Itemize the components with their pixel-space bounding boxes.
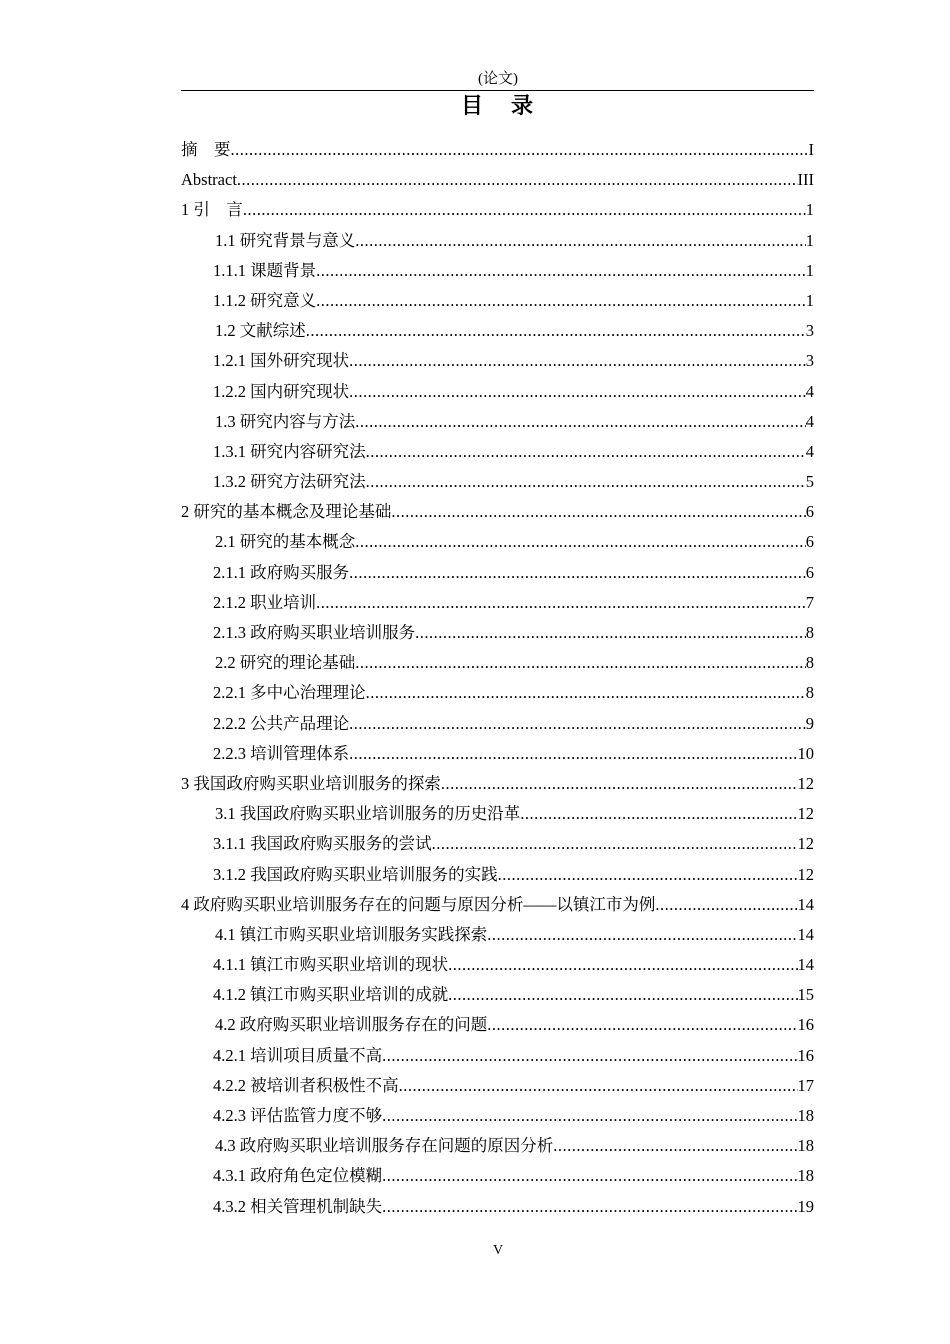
toc-dot-leader [366, 467, 806, 497]
toc-entry[interactable] [181, 527, 814, 557]
toc-entry-page: 1 [805, 290, 814, 310]
toc-entry[interactable] [181, 1161, 814, 1191]
toc-entry-page: I [808, 140, 814, 159]
toc-entry-label: 4.1 镇江市购买职业培训服务实践探索 [215, 924, 488, 944]
toc-entry-page: 4 [805, 411, 814, 431]
toc-entry-page: 8 [805, 653, 814, 673]
toc-dot-leader [655, 890, 797, 920]
toc-entry-label: 1.3.1 研究内容研究法 [213, 441, 366, 461]
toc-dot-leader [306, 316, 806, 346]
toc-entry-page: 12 [797, 804, 814, 824]
toc-dot-leader [366, 437, 806, 467]
toc-entry[interactable] [181, 678, 814, 708]
toc-entry[interactable] [181, 1131, 814, 1161]
toc-entry-page: 16 [797, 1045, 814, 1065]
toc-dot-leader [448, 980, 797, 1010]
toc-entry-page: 3 [805, 321, 814, 341]
toc-entry-label: 4.2.1 培训项目质量不高 [213, 1045, 383, 1065]
toc-entry-label: 3.1 我国政府购买职业培训服务的历史沿革 [215, 804, 521, 824]
toc-entry-label: 3.1.2 我国政府购买职业培训服务的实践 [213, 864, 498, 884]
toc-dot-leader [487, 920, 797, 950]
toc-entry[interactable] [181, 346, 814, 376]
page-number: V [492, 1243, 504, 1258]
toc-title-left: 目 [460, 94, 485, 119]
toc-entry-label: 1.3.2 研究方法研究法 [213, 472, 366, 492]
toc-entry-label: 2.2 研究的理论基础 [215, 653, 356, 673]
toc-entry[interactable] [181, 497, 814, 527]
toc-dot-leader [382, 1161, 797, 1191]
toc-dot-leader [355, 648, 806, 678]
toc-entry-page: 7 [805, 592, 814, 612]
toc-dot-leader [237, 165, 798, 195]
toc-entry[interactable] [181, 286, 814, 316]
toc-entry-label: 3.1.1 我国政府购买服务的尝试 [213, 834, 432, 854]
toc-entry-label: 4.2 政府购买职业培训服务存在的问题 [215, 1015, 488, 1035]
toc-entry-label: 1.3 研究内容与方法 [215, 411, 356, 431]
toc-dot-leader [316, 256, 806, 286]
toc-entry-label: 1 引 言 [181, 200, 243, 220]
toc-entry[interactable] [181, 437, 814, 467]
toc-entry[interactable] [181, 256, 814, 286]
toc-entry[interactable] [181, 769, 814, 799]
toc-entry[interactable] [181, 135, 814, 165]
toc-entry-page: 17 [797, 1075, 814, 1095]
toc-entry-label: 4 政府购买职业培训服务存在的问题与原因分析——以镇江市为例 [181, 894, 656, 914]
toc-entry[interactable] [181, 407, 814, 437]
toc-entry[interactable] [181, 618, 814, 648]
toc-entry-label: 2.2.2 公共产品理论 [213, 713, 350, 733]
toc-entry-page: 8 [805, 683, 814, 703]
toc-entry-page: 4 [805, 381, 814, 401]
toc-entry[interactable] [181, 1041, 814, 1071]
toc-dot-leader [316, 588, 806, 618]
toc-entry-page: 10 [797, 743, 814, 763]
toc-entry-label: 4.2.3 评估监管力度不够 [213, 1106, 383, 1125]
toc-entry-page: 1 [805, 230, 814, 250]
toc-dot-leader [355, 226, 806, 256]
toc-entry[interactable] [181, 648, 814, 678]
toc-entry-label: 2.2.3 培训管理体系 [213, 743, 350, 763]
toc-entry-label: 4.3.2 相关管理机制缺失 [213, 1196, 383, 1216]
toc-entry[interactable] [181, 1071, 814, 1101]
toc-entry-page: 14 [797, 924, 814, 944]
toc-entry-label: 1.2 文献综述 [215, 321, 306, 341]
toc-entry-label: 4.1.2 镇江市购买职业培训的成就 [213, 985, 449, 1005]
toc-entry[interactable] [181, 1010, 814, 1040]
toc-entry-label: 4.3 政府购买职业培训服务存在问题的原因分析 [215, 1136, 554, 1156]
header-rule [181, 90, 814, 91]
toc-entry-page: 8 [805, 623, 814, 642]
toc-entry[interactable] [181, 799, 814, 829]
toc-entry-page: 6 [805, 562, 814, 582]
toc-entry-page: 6 [805, 502, 814, 522]
toc-dot-leader [382, 1041, 797, 1071]
toc-dot-leader [553, 1131, 797, 1161]
toc-entry-page: III [797, 170, 814, 190]
toc-entry-label: 3 我国政府购买职业培训服务的探索 [181, 773, 441, 793]
toc-dot-leader [355, 407, 806, 437]
toc-entry[interactable] [181, 316, 814, 346]
toc-entry[interactable] [181, 829, 814, 859]
toc-entry-page: 14 [797, 955, 814, 975]
toc-entry[interactable] [181, 920, 814, 950]
toc-entry-label: 2.1 研究的基本概念 [215, 532, 356, 552]
toc-title-right: 录 [511, 94, 536, 119]
toc-entry[interactable] [181, 980, 814, 1010]
toc-entry[interactable] [181, 226, 814, 256]
toc-entry-page: 4 [805, 441, 814, 461]
toc-entry-label: Abstract [181, 170, 237, 190]
toc-entry-label: 摘 要 [181, 140, 231, 159]
toc-dot-leader [415, 618, 806, 648]
toc-entry-label: 4.1.1 镇江市购买职业培训的现状 [213, 955, 449, 975]
toc-entry[interactable] [181, 467, 814, 497]
toc-dot-leader [382, 1101, 797, 1131]
toc-entry-page: 9 [805, 713, 814, 733]
toc-entry[interactable] [181, 950, 814, 980]
toc-dot-leader [349, 346, 806, 376]
toc-entry-page: 14 [797, 894, 814, 914]
toc-dot-leader [399, 1071, 798, 1101]
toc-entry-page: 15 [797, 985, 814, 1005]
running-header: (论文) [478, 71, 518, 87]
toc-entry-page: 5 [805, 472, 814, 492]
toc-entry-label: 1.1 研究背景与意义 [215, 230, 356, 250]
toc-entry-page: 18 [797, 1136, 814, 1156]
toc-dot-leader [382, 1192, 797, 1222]
toc-title [0, 92, 950, 122]
toc-entry[interactable] [181, 558, 814, 588]
toc-entry[interactable] [181, 1101, 814, 1131]
toc-entry-page: 1 [805, 260, 814, 280]
toc-dot-leader [366, 678, 806, 708]
toc-dot-leader [349, 558, 806, 588]
toc-dot-leader [349, 739, 797, 769]
toc-dot-leader [487, 1010, 797, 1040]
toc-dot-leader [448, 950, 797, 980]
toc-entry[interactable] [181, 1192, 814, 1222]
toc-entry[interactable] [181, 709, 814, 739]
toc-entry[interactable] [181, 377, 814, 407]
toc-entry-page: 12 [797, 864, 814, 884]
toc-entry-label: 2.2.1 多中心治理理论 [213, 683, 366, 703]
toc-dot-leader [349, 377, 806, 407]
toc-entry[interactable] [181, 739, 814, 769]
toc-entry-page: 3 [805, 351, 814, 371]
toc-entry-label: 4.3.1 政府角色定位模糊 [213, 1166, 383, 1186]
toc-entry-label: 1.2.2 国内研究现状 [213, 381, 350, 401]
toc-entry-page: 12 [797, 773, 814, 793]
toc-entry-page: 19 [797, 1196, 814, 1216]
toc-dot-leader [349, 709, 806, 739]
toc-entry-label: 2.1.2 职业培训 [213, 592, 317, 612]
table-of-contents [181, 135, 814, 1222]
toc-entry-page: 16 [797, 1015, 814, 1035]
toc-entry-label: 1.1.2 研究意义 [213, 290, 317, 310]
toc-entry-label: 1.2.1 国外研究现状 [213, 351, 350, 371]
toc-entry-page: 12 [797, 834, 814, 854]
toc-entry[interactable] [181, 860, 814, 890]
toc-entry[interactable] [181, 890, 814, 920]
toc-dot-leader [243, 195, 806, 225]
toc-dot-leader [498, 860, 798, 890]
toc-dot-leader [520, 799, 797, 829]
toc-entry-label: 1.1.1 课题背景 [213, 260, 317, 280]
toc-dot-leader [355, 527, 806, 557]
toc-entry-label: 2.1.3 政府购买职业培训服务 [213, 623, 416, 642]
toc-entry-label: 4.2.2 被培训者积极性不高 [213, 1075, 399, 1095]
toc-dot-leader [391, 497, 805, 527]
toc-dot-leader [231, 135, 809, 165]
toc-entry-page: 6 [805, 532, 814, 552]
toc-dot-leader [432, 829, 798, 859]
toc-dot-leader [441, 769, 798, 799]
toc-entry[interactable] [181, 588, 814, 618]
toc-entry[interactable] [181, 165, 814, 195]
toc-entry-label: 2.1.1 政府购买服务 [213, 562, 350, 582]
toc-entry[interactable] [181, 195, 814, 225]
toc-entry-page: 1 [805, 200, 814, 220]
toc-entry-page: 18 [797, 1106, 814, 1125]
toc-entry-page: 18 [797, 1166, 814, 1186]
toc-dot-leader [316, 286, 806, 316]
toc-entry-label: 2 研究的基本概念及理论基础 [181, 502, 392, 522]
